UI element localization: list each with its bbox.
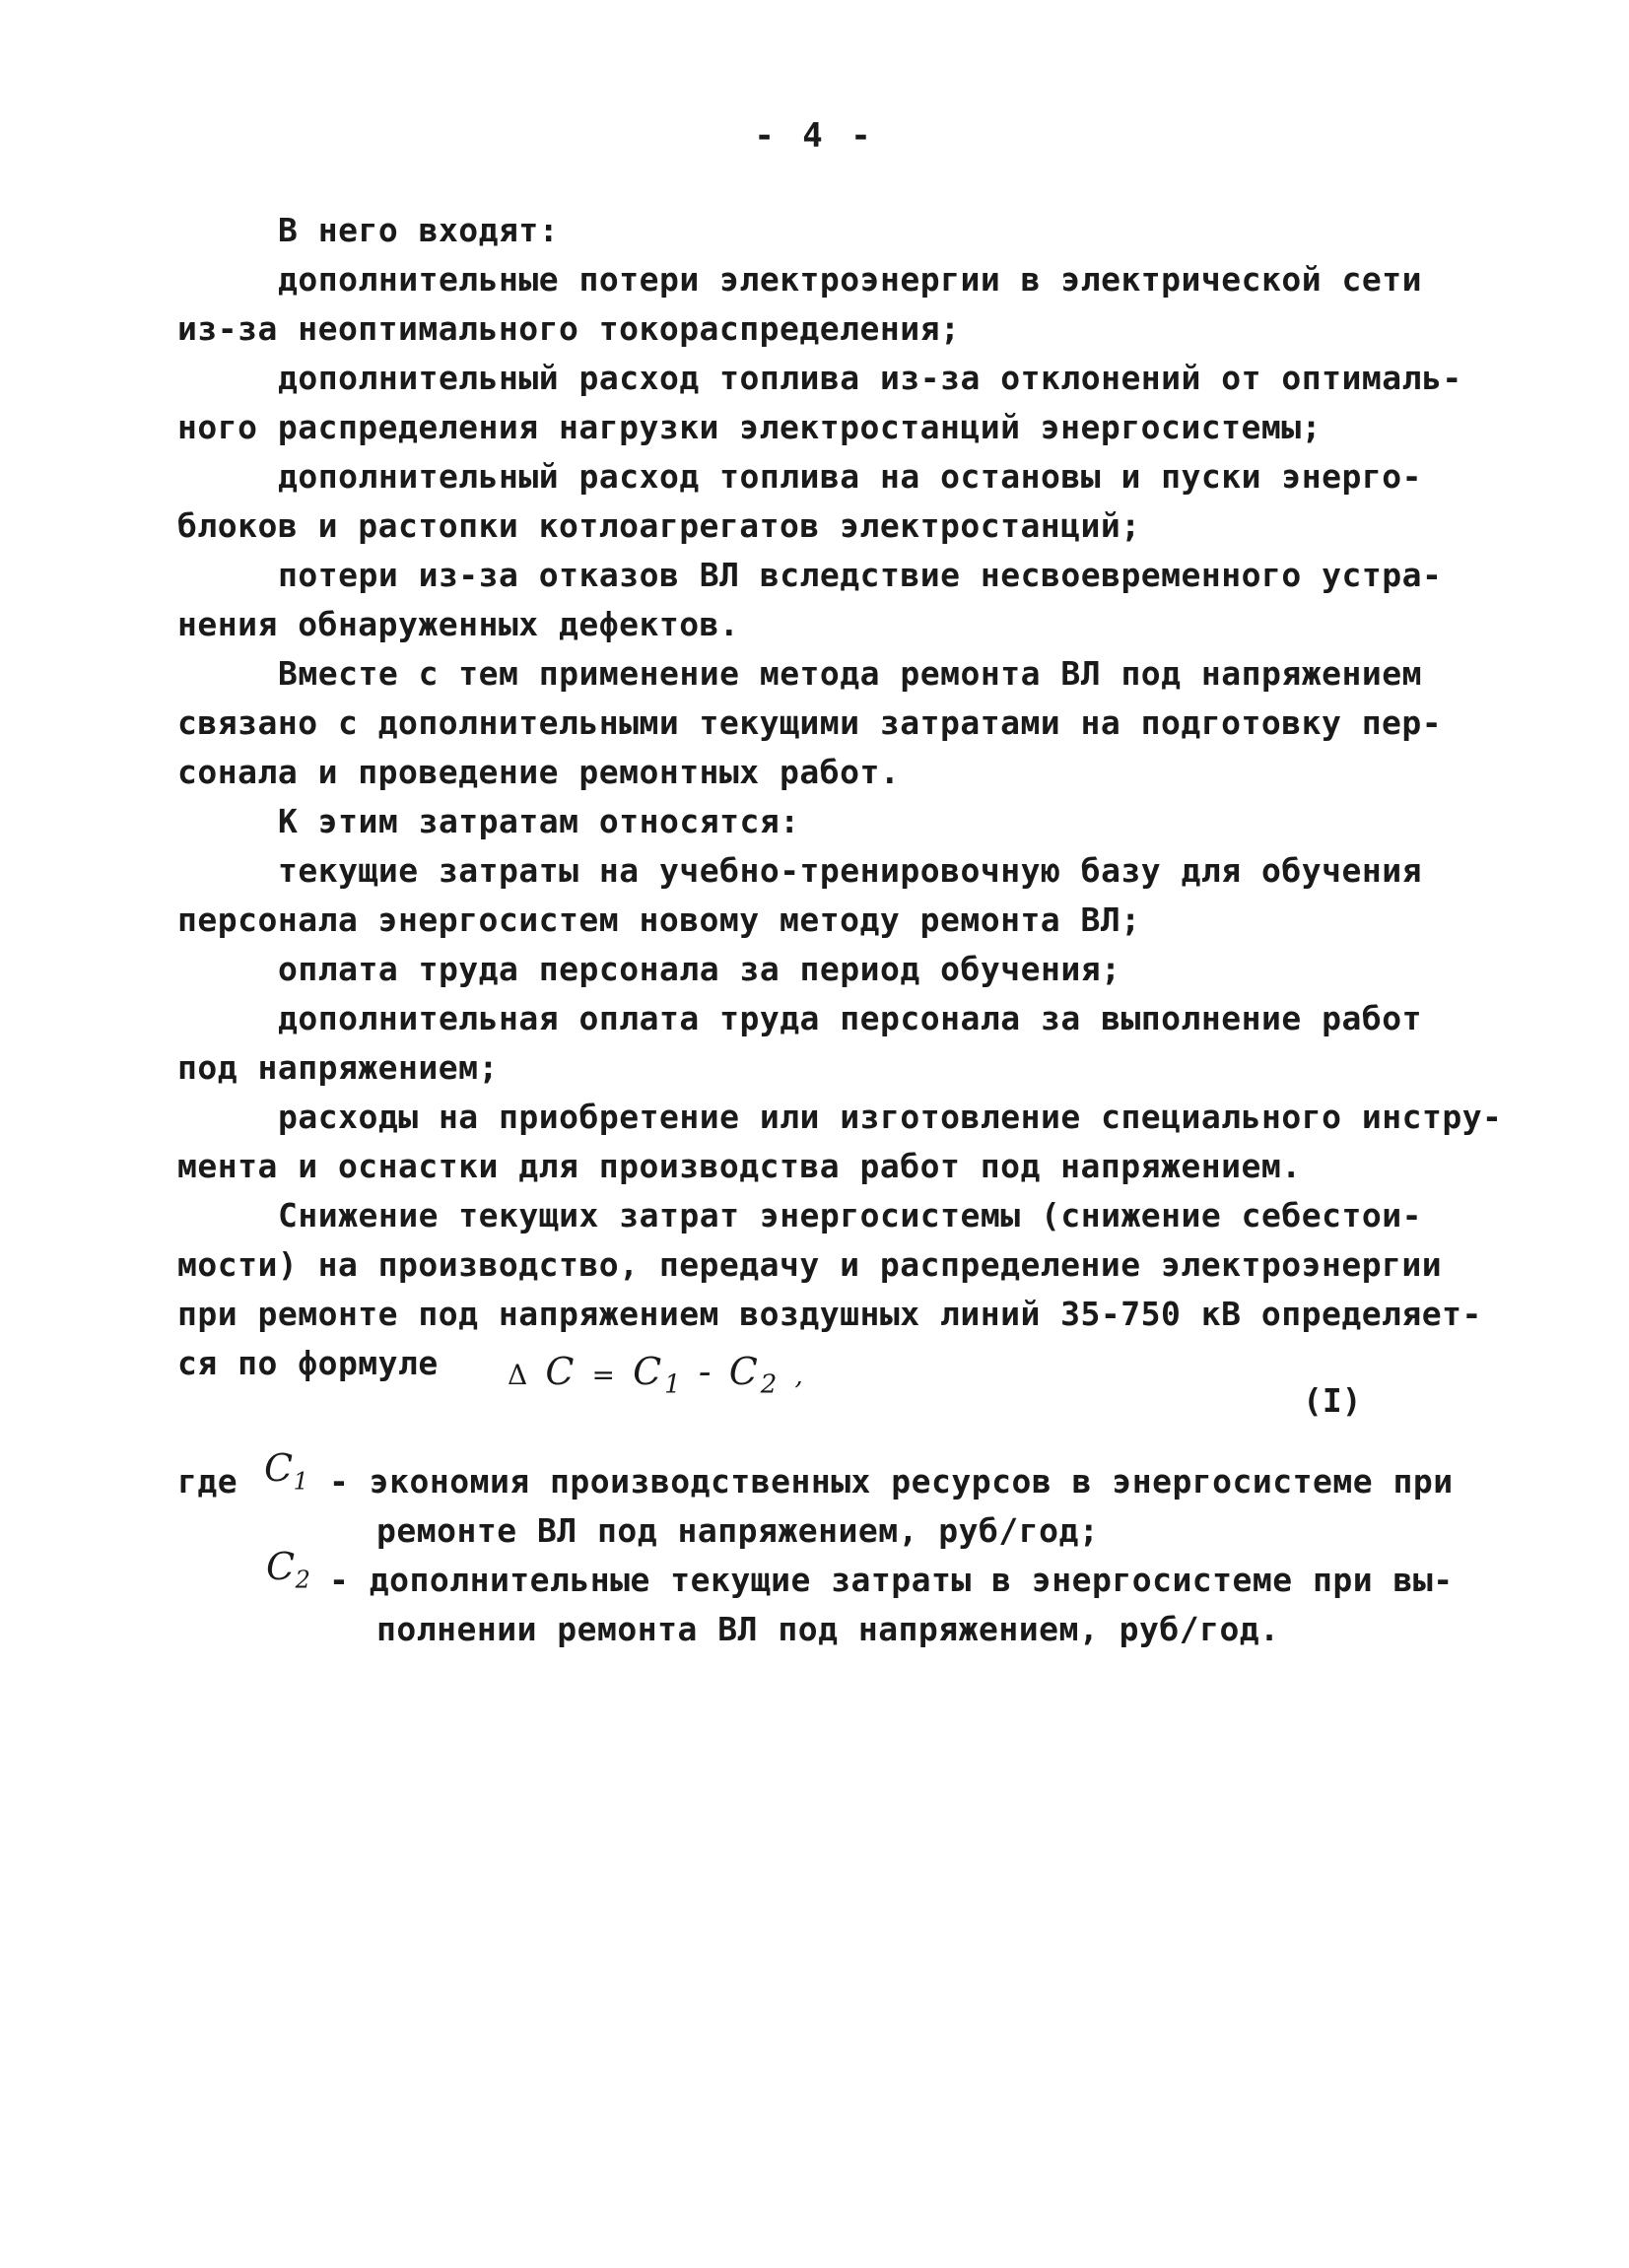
text-line: дополнительный расход топлива из-за отклонений от оптималь- [278, 359, 1462, 397]
text-line: Вместе с тем применение метода ремонта ВЛ под напряжением [278, 654, 1422, 693]
text-line: сонала и проведение ремонтных работ. [177, 753, 901, 791]
formula-c: C [545, 1350, 577, 1393]
formula-comma: , [794, 1362, 806, 1391]
text-line: ного распределения нагрузки электростанций энергосистемы; [177, 408, 1322, 446]
definition-c1-line1: - экономия производственных ресурсов в энергосистеме при [329, 1462, 1454, 1501]
definition-c2-symbol: $C_2$ [266, 1545, 311, 1594]
formula-c2: $C_2$ [728, 1350, 781, 1400]
definition-c2-line1: - дополнительные текущие затраты в энергосистеме при вы- [329, 1561, 1454, 1599]
text-line: персонала энергосистем новому методу ремонта ВЛ; [177, 901, 1141, 939]
definition-c1-line2: ремонте ВЛ под напряжением, руб/год; [376, 1511, 1100, 1550]
text-line: оплата труда персонала за период обучения; [278, 950, 1121, 988]
text-line: под напряжением; [177, 1048, 499, 1087]
text-line: дополнительная оплата труда персонала за выполнение работ [278, 999, 1422, 1037]
page-number: - 4 - [754, 116, 875, 156]
text-line: мости) на производство, передачу и распределение электроэнергии [177, 1245, 1443, 1284]
text-line: блоков и растопки котлоагрегатов электростанций; [177, 506, 1141, 545]
text-line: дополнительный расход топлива на остановы и пуски энерго- [278, 457, 1422, 496]
text-line: ся по формуле [177, 1344, 439, 1382]
text-line: из-за неоптимального токораспределения; [177, 309, 961, 348]
formula [508, 1350, 806, 1400]
text-line: Снижение текущих затрат энергосистемы (снижение себестои- [278, 1196, 1422, 1234]
text-line: К этим затратам относятся: [278, 802, 800, 840]
text-line: расходы на приобретение или изготовление специального инстру- [278, 1098, 1503, 1136]
formula-c1: $C_1$ [633, 1350, 684, 1400]
text-line: дополнительные потери электроэнергии в электрической сети [278, 260, 1422, 299]
text-line: потери из-за отказов ВЛ вследствие несвоевременного устра- [278, 556, 1443, 594]
text-line: связано с дополнительными текущими затратами на подготовку пер- [177, 703, 1443, 742]
definition-c1-symbol: $C_1$ [264, 1446, 309, 1496]
formula-delta: Δ [508, 1359, 531, 1391]
definition-c2-line2: полнении ремонта ВЛ под напряжением, руб/год. [376, 1610, 1280, 1648]
formula-minus: - [698, 1350, 714, 1393]
definition-where: где [177, 1462, 238, 1501]
text-line: при ремонте под напряжением воздушных линий 35-750 кВ определяет- [177, 1295, 1482, 1333]
text-line: В него входят: [278, 211, 560, 249]
equation-number: (I) [1303, 1381, 1362, 1420]
text-line: текущие затраты на учебно-тренировочную базу для обучения [278, 851, 1422, 890]
text-line: мента и оснастки для производства работ под напряжением. [177, 1147, 1302, 1185]
text-line: нения обнаруженных дефектов. [177, 605, 740, 643]
formula-equals: = [591, 1359, 618, 1391]
